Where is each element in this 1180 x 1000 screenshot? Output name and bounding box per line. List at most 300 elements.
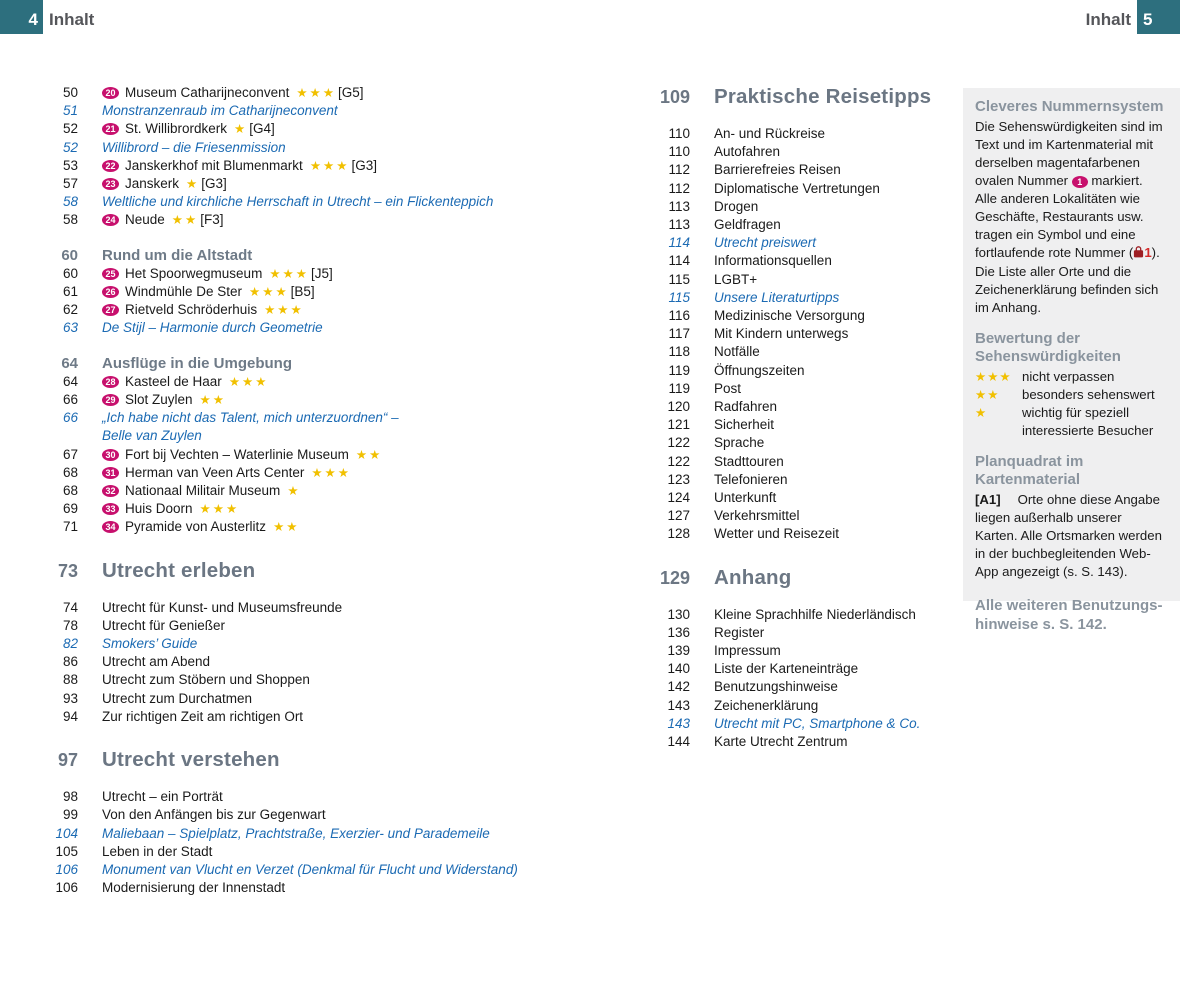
page-number: 73 xyxy=(57,560,78,581)
toc-row xyxy=(40,518,625,536)
toc-row xyxy=(652,697,952,715)
page-number: 113 xyxy=(668,198,690,214)
toc-row xyxy=(40,193,625,211)
entry-title: Informationsquellen xyxy=(714,253,832,269)
entry-title: Slot Zuylen xyxy=(125,392,193,408)
page-number: 68 xyxy=(62,483,78,499)
entry-title: Drogen xyxy=(714,198,759,214)
chapter-header-row xyxy=(40,747,625,775)
star-rating: ★★★ xyxy=(199,502,240,517)
toc-row-content xyxy=(102,861,625,879)
entry-title: Unterkunft xyxy=(714,490,777,506)
toc-row-content xyxy=(714,84,952,112)
toc-row-content xyxy=(714,380,952,398)
toc-row xyxy=(40,500,625,518)
grid-reference-key: [A1] xyxy=(975,492,1001,507)
page-number: 64 xyxy=(61,354,78,372)
toc-row-content xyxy=(714,180,952,198)
toc-row xyxy=(652,325,952,343)
page-number: 122 xyxy=(667,453,690,469)
page-number: 129 xyxy=(659,567,690,588)
sight-number-badge: 25 xyxy=(102,268,119,280)
essay-title: Unsere Literaturtipps xyxy=(714,289,840,305)
page-number: 142 xyxy=(667,679,690,695)
page-number: 61 xyxy=(62,284,78,300)
chapter-header-row xyxy=(40,558,625,586)
star-rating: ★★ xyxy=(171,213,199,228)
page-number: 143 xyxy=(667,697,690,713)
toc-row-content xyxy=(714,271,952,289)
page-number: 88 xyxy=(62,672,78,688)
page-number: 118 xyxy=(668,344,690,360)
page-number: 60 xyxy=(61,246,78,264)
star-rating: ★★★ xyxy=(975,370,1012,384)
toc-row-content xyxy=(102,653,625,671)
page-number: 64 xyxy=(62,373,78,389)
entry-title: Sprache xyxy=(714,435,765,451)
toc-row xyxy=(40,373,625,391)
sight-number-badge: 26 xyxy=(102,286,119,298)
toc-row-content xyxy=(714,565,952,593)
entry-title: Utrecht für Kunst- und Museumsfreunde xyxy=(102,599,343,615)
toc-row-content xyxy=(102,482,625,500)
rating-label: nicht verpassen xyxy=(1022,369,1115,384)
toc-row xyxy=(40,788,625,806)
toc-row xyxy=(652,380,952,398)
page-number: 106 xyxy=(55,861,78,877)
toc-row xyxy=(40,599,625,617)
entry-title: Stadttouren xyxy=(714,453,784,469)
toc-row-content xyxy=(714,642,952,660)
page-number: 52 xyxy=(62,139,78,155)
chapter-title: Utrecht erleben xyxy=(102,558,256,582)
page-number: 60 xyxy=(62,265,78,281)
entry-title: Janskerk xyxy=(125,176,180,192)
entry-title: Nationaal Militair Museum xyxy=(125,483,281,499)
red-running-number: 1 xyxy=(1144,245,1152,260)
toc-row xyxy=(40,635,625,653)
entry-title: Het Spoorwegmuseum xyxy=(125,265,263,281)
essay-title: Utrecht mit PC, Smartphone & Co. xyxy=(714,715,921,731)
shopping-bag-icon xyxy=(1133,245,1144,263)
star-rating: ★★ xyxy=(199,393,226,408)
toc-row xyxy=(652,434,952,452)
toc-row xyxy=(652,161,952,179)
grid-reference: [F3] xyxy=(200,212,224,228)
page-number: 110 xyxy=(668,126,690,141)
toc-row-content xyxy=(102,175,625,193)
toc-column-middle xyxy=(652,84,952,751)
toc-row xyxy=(40,482,625,500)
entry-title: Huis Doorn xyxy=(125,501,193,517)
toc-row xyxy=(40,175,625,193)
toc-row xyxy=(652,416,952,434)
entry-title: Barrierefreies Reisen xyxy=(714,162,841,178)
sidebar-block xyxy=(975,330,1167,440)
star-rating: ★★★ xyxy=(309,158,350,173)
entry-title: Öffnungszeiten xyxy=(714,362,805,378)
toc-row xyxy=(652,343,952,361)
page-number: 62 xyxy=(62,302,78,318)
entry-title: Post xyxy=(714,380,742,396)
entry-title: Sicherheit xyxy=(714,417,775,433)
sight-number-badge: 33 xyxy=(102,503,119,515)
entry-title: Autofahren xyxy=(714,144,781,160)
running-head-title: Inhalt xyxy=(49,10,95,29)
star-rating: ★★★ xyxy=(269,266,309,281)
page-number-tab xyxy=(1137,0,1180,34)
entry-title: Geldfragen xyxy=(714,217,781,233)
toc-row-content xyxy=(102,265,625,283)
page-number: 50 xyxy=(62,85,78,100)
entry-title: Zur richtigen Zeit am richtigen Ort xyxy=(102,708,304,724)
toc-row xyxy=(40,825,625,843)
entry-title: LGBT+ xyxy=(714,271,758,287)
sight-number-badge: 22 xyxy=(102,160,119,172)
page-number: 97 xyxy=(57,750,78,771)
toc-row xyxy=(40,139,625,157)
chapter-header-row xyxy=(652,565,952,593)
star-rating: ★ xyxy=(287,484,301,499)
essay-title: Willibrord – die Friesenmission xyxy=(102,139,286,155)
page-number: 123 xyxy=(667,471,690,487)
toc-row-content xyxy=(714,416,952,434)
toc-row-content xyxy=(714,715,952,733)
entry-title: Wetter und Reisezeit xyxy=(714,526,840,542)
toc-row-content xyxy=(102,409,625,445)
page-number: 116 xyxy=(668,308,690,324)
toc-row-content xyxy=(714,289,952,307)
toc-row-content xyxy=(714,678,952,696)
page-number: 71 xyxy=(62,519,78,535)
page-number: 143 xyxy=(667,715,690,731)
essay-title: „Ich habe nicht das Talent, mich unterzuordnen“ – xyxy=(102,410,399,426)
page-number: 115 xyxy=(668,271,690,287)
star-rating: ★★★ xyxy=(311,465,351,480)
toc-row xyxy=(652,362,952,380)
sight-number-badge: 30 xyxy=(102,449,119,461)
sight-number-badge: 21 xyxy=(102,123,119,135)
toc-row xyxy=(40,120,625,138)
sidebar-block xyxy=(975,453,1167,581)
entry-title: Neude xyxy=(125,212,165,228)
toc-row-content xyxy=(102,708,625,726)
page-number: 53 xyxy=(62,157,78,173)
grid-reference: [G5] xyxy=(337,85,364,100)
toc-row xyxy=(652,715,952,733)
toc-row xyxy=(40,211,625,229)
page-number: 105 xyxy=(55,843,78,859)
grid-reference: [G4] xyxy=(249,121,275,137)
usage-info-box xyxy=(963,88,1180,633)
toc-row xyxy=(652,125,952,143)
toc-row-content xyxy=(714,525,952,543)
page-number: 99 xyxy=(62,807,78,823)
toc-row xyxy=(652,525,952,543)
entry-title: Mit Kindern unterwegs xyxy=(714,326,849,342)
page-number-tab xyxy=(0,0,43,34)
toc-row-content xyxy=(714,398,952,416)
toc-row xyxy=(652,624,952,642)
toc-row-content xyxy=(714,660,952,678)
toc-row xyxy=(40,283,625,301)
entry-title: Fort bij Vechten – Waterlinie Museum xyxy=(125,446,349,462)
entry-title: Utrecht zum Durchatmen xyxy=(102,690,253,706)
page-number: 58 xyxy=(62,212,78,228)
sidebar-block-title: Bewertung der Sehenswürdigkeiten xyxy=(975,330,1121,365)
toc-row-content xyxy=(714,161,952,179)
sight-number-badge: 1 xyxy=(1072,176,1088,188)
grid-reference: [G3] xyxy=(351,157,377,173)
toc-row-content xyxy=(714,125,952,143)
toc-row xyxy=(652,143,952,161)
entry-title: Pyramide von Austerlitz xyxy=(125,519,267,535)
toc-row-content xyxy=(102,843,625,861)
toc-row-content xyxy=(102,446,625,464)
toc-row-content xyxy=(714,216,952,234)
star-rating: ★ xyxy=(186,177,200,192)
entry-title: Medizinische Versorgung xyxy=(714,308,865,324)
toc-row-content xyxy=(102,599,625,617)
toc-row-content xyxy=(714,606,952,624)
essay-title: Utrecht preiswert xyxy=(714,235,817,251)
toc-row-content xyxy=(714,624,952,642)
toc-row-content xyxy=(102,747,625,775)
page-number: 122 xyxy=(667,435,690,451)
toc-row-content xyxy=(102,635,625,653)
toc-row-content xyxy=(102,558,625,586)
toc-row-content xyxy=(102,806,625,824)
page-number: 104 xyxy=(55,825,78,841)
toc-row xyxy=(652,307,952,325)
page-number: 140 xyxy=(667,661,690,677)
toc-row xyxy=(40,102,625,120)
page-number: 110 xyxy=(668,144,690,160)
toc-row xyxy=(652,606,952,624)
grid-reference: [G3] xyxy=(201,176,227,192)
essay-title: Maliebaan – Spielplatz, Prachtstraße, Exerzier- und Parademeile xyxy=(102,825,490,841)
sight-number-badge: 29 xyxy=(102,394,119,406)
toc-row-content xyxy=(714,234,952,252)
toc-row-content xyxy=(714,325,952,343)
page-number: 121 xyxy=(667,417,690,433)
toc-row-content xyxy=(102,788,625,806)
toc-row-content xyxy=(714,343,952,361)
essay-title-line2: Belle van Zuylen xyxy=(102,428,202,444)
page-number: 66 xyxy=(62,410,78,426)
entry-title: Diplomatische Vertretungen xyxy=(714,180,880,196)
toc-row-content xyxy=(102,879,625,897)
toc-row-content xyxy=(102,319,625,337)
page-number: 68 xyxy=(62,464,78,480)
toc-row xyxy=(652,733,952,751)
toc-row-content xyxy=(102,464,625,482)
page-number: 82 xyxy=(62,636,78,652)
toc-row xyxy=(652,234,952,252)
section-title: Rund um die Altstadt xyxy=(102,246,253,264)
toc-row xyxy=(40,157,625,175)
entry-title: Telefonieren xyxy=(714,471,788,487)
page-number: 109 xyxy=(659,87,690,107)
running-head-title: Inhalt xyxy=(1085,10,1131,29)
toc-row-content xyxy=(102,157,625,175)
grid-reference: [J5] xyxy=(310,265,333,281)
page-number: 57 xyxy=(62,176,78,192)
entry-title: Zeichenerklärung xyxy=(714,697,819,713)
page-number: 52 xyxy=(62,121,78,137)
toc-row-content xyxy=(102,301,625,319)
sight-number-badge: 23 xyxy=(102,178,119,190)
chapter-header-row xyxy=(652,84,952,112)
toc-row xyxy=(652,398,952,416)
running-head-right xyxy=(1086,0,1180,34)
essay-title: Monument van Vlucht en Verzet (Denkmal für Flucht und Widerstand) xyxy=(102,861,518,877)
chapter-title: Anhang xyxy=(714,565,792,589)
essay-title: Smokers’ Guide xyxy=(102,636,198,652)
toc-row-content xyxy=(714,697,952,715)
toc-row-content xyxy=(102,120,625,138)
toc-row xyxy=(40,708,625,726)
toc-row-content xyxy=(102,247,625,265)
page-number: 74 xyxy=(62,599,78,615)
toc-row-content xyxy=(102,500,625,518)
entry-title: Utrecht für Genießer xyxy=(102,617,226,633)
page-number: 67 xyxy=(62,446,78,462)
essay-title: De Stijl – Harmonie durch Geometrie xyxy=(102,320,323,336)
star-rating: ★★ xyxy=(273,520,300,535)
sidebar-block xyxy=(975,98,1167,317)
page-number: 120 xyxy=(667,399,690,415)
toc-row-content xyxy=(102,283,625,301)
toc-row xyxy=(652,180,952,198)
entry-title: An- und Rückreise xyxy=(714,126,826,141)
page-number: 114 xyxy=(668,235,690,251)
sidebar-block-body: [A1] Orte ohne diese Angabe liegen außerhalb unserer Karten. Alle Ortsmarken werden in der buchbegleitenden Web-App angezeigt (s. S. 143). xyxy=(975,492,1162,579)
star-rating: ★★★ xyxy=(264,303,304,318)
page-number: 136 xyxy=(667,624,690,640)
page-number: 4 xyxy=(28,10,38,29)
toc-row-content xyxy=(102,518,625,536)
page-number: 113 xyxy=(668,217,690,233)
entry-title: St. Willibrordkerk xyxy=(125,121,228,137)
star-rating: ★★★ xyxy=(296,86,336,100)
toc-row xyxy=(40,446,625,464)
essay-title: Weltliche und kirchliche Herrschaft in Utrecht – ein Flickenteppich xyxy=(102,194,494,210)
entry-title: Rietveld Schröderhuis xyxy=(125,302,258,318)
toc-row xyxy=(40,84,625,102)
toc-row xyxy=(40,806,625,824)
toc-row xyxy=(40,879,625,897)
entry-title: Leben in der Stadt xyxy=(102,843,213,859)
rating-label: besonders sehenswert xyxy=(1022,387,1155,402)
entry-title: Liste der Karteneinträge xyxy=(714,661,859,677)
grid-reference: [B5] xyxy=(290,284,315,300)
toc-row-content xyxy=(102,193,625,211)
toc-row-content xyxy=(102,825,625,843)
entry-title: Notfälle xyxy=(714,344,760,360)
star-rating: ★★★ xyxy=(249,285,289,300)
toc-row xyxy=(40,671,625,689)
toc-row-content xyxy=(714,489,952,507)
sight-number-badge: 31 xyxy=(102,467,119,479)
page-number: 114 xyxy=(668,253,690,269)
rating-legend-row xyxy=(975,404,1167,440)
entry-title: Radfahren xyxy=(714,399,778,415)
entry-title: Utrecht zum Stöbern und Shoppen xyxy=(102,672,310,688)
star-rating: ★★★ xyxy=(228,374,269,389)
toc-row-content xyxy=(714,252,952,270)
toc-row xyxy=(40,265,625,283)
page-number: 112 xyxy=(668,180,690,196)
toc-row xyxy=(40,464,625,482)
page-number: 63 xyxy=(62,320,78,336)
sight-number-badge: 27 xyxy=(102,304,119,316)
page-number: 69 xyxy=(62,501,78,517)
sight-number-badge: 34 xyxy=(102,521,119,533)
toc-row xyxy=(652,489,952,507)
toc-row xyxy=(652,678,952,696)
toc-row xyxy=(652,252,952,270)
toc-row-content xyxy=(714,453,952,471)
toc-row-content xyxy=(102,84,625,102)
entry-title: Janskerkhof mit Blumenmarkt xyxy=(125,157,303,173)
sidebar-block xyxy=(975,596,1167,634)
page-number: 119 xyxy=(668,380,690,396)
page-number: 124 xyxy=(667,490,690,506)
page-number: 94 xyxy=(62,708,78,724)
chapter-title: Praktische Reisetipps xyxy=(714,85,932,108)
toc-row xyxy=(40,617,625,635)
toc-row xyxy=(40,843,625,861)
sight-number-badge: 32 xyxy=(102,485,119,497)
page-number: 112 xyxy=(668,162,690,178)
entry-title: Utrecht am Abend xyxy=(102,654,211,670)
rating-label: wichtig für speziell interessierte Besucher xyxy=(1022,405,1154,438)
toc-row-content xyxy=(714,471,952,489)
toc-row xyxy=(40,861,625,879)
entry-title: Impressum xyxy=(714,643,781,659)
star-rating: ★★ xyxy=(355,447,383,462)
page-number: 127 xyxy=(667,508,690,524)
toc-row-content xyxy=(102,391,625,409)
toc-row xyxy=(40,301,625,319)
chapter-title: Utrecht verstehen xyxy=(102,748,280,772)
toc-row-content xyxy=(714,198,952,216)
entry-title: Utrecht – ein Porträt xyxy=(102,789,223,805)
page-number: 139 xyxy=(667,643,690,659)
section-header-row xyxy=(40,355,625,373)
toc-row-content xyxy=(102,690,625,708)
toc-row xyxy=(652,271,952,289)
page-number: 144 xyxy=(667,734,690,750)
sidebar-block-title: Planquadrat im Kartenmaterial xyxy=(975,453,1084,488)
toc-row xyxy=(652,216,952,234)
toc-row-content xyxy=(102,671,625,689)
sidebar-footnote: Alle weiteren Benutzungs-hinweise s. S. 142. xyxy=(975,597,1163,633)
toc-row xyxy=(40,690,625,708)
toc-row xyxy=(40,409,625,445)
star-rating: ★ xyxy=(975,406,988,420)
entry-title: Modernisierung der Innenstadt xyxy=(102,880,286,896)
page-number: 51 xyxy=(62,103,78,119)
toc-row-content xyxy=(714,507,952,525)
entry-title: Karte Utrecht Zentrum xyxy=(714,734,848,750)
entry-title: Von den Anfängen bis zur Gegenwart xyxy=(102,807,326,823)
toc-row xyxy=(652,642,952,660)
sidebar-block-body: Die Sehenswürdigkeiten sind im Text und im Kartenmaterial mit derselben magentafarbenen ovalen Nummer 1 markiert. Alle anderen Lokalitäten wie Geschäfte, Restaurants usw. tragen ein Symbol und eine fortlaufende rote Nummer ( 1). Die Liste aller Orte und die Zeichenerklärung befinden sich im Anhang. xyxy=(975,119,1163,315)
toc-row-content xyxy=(714,362,952,380)
toc-column-left xyxy=(40,84,625,897)
